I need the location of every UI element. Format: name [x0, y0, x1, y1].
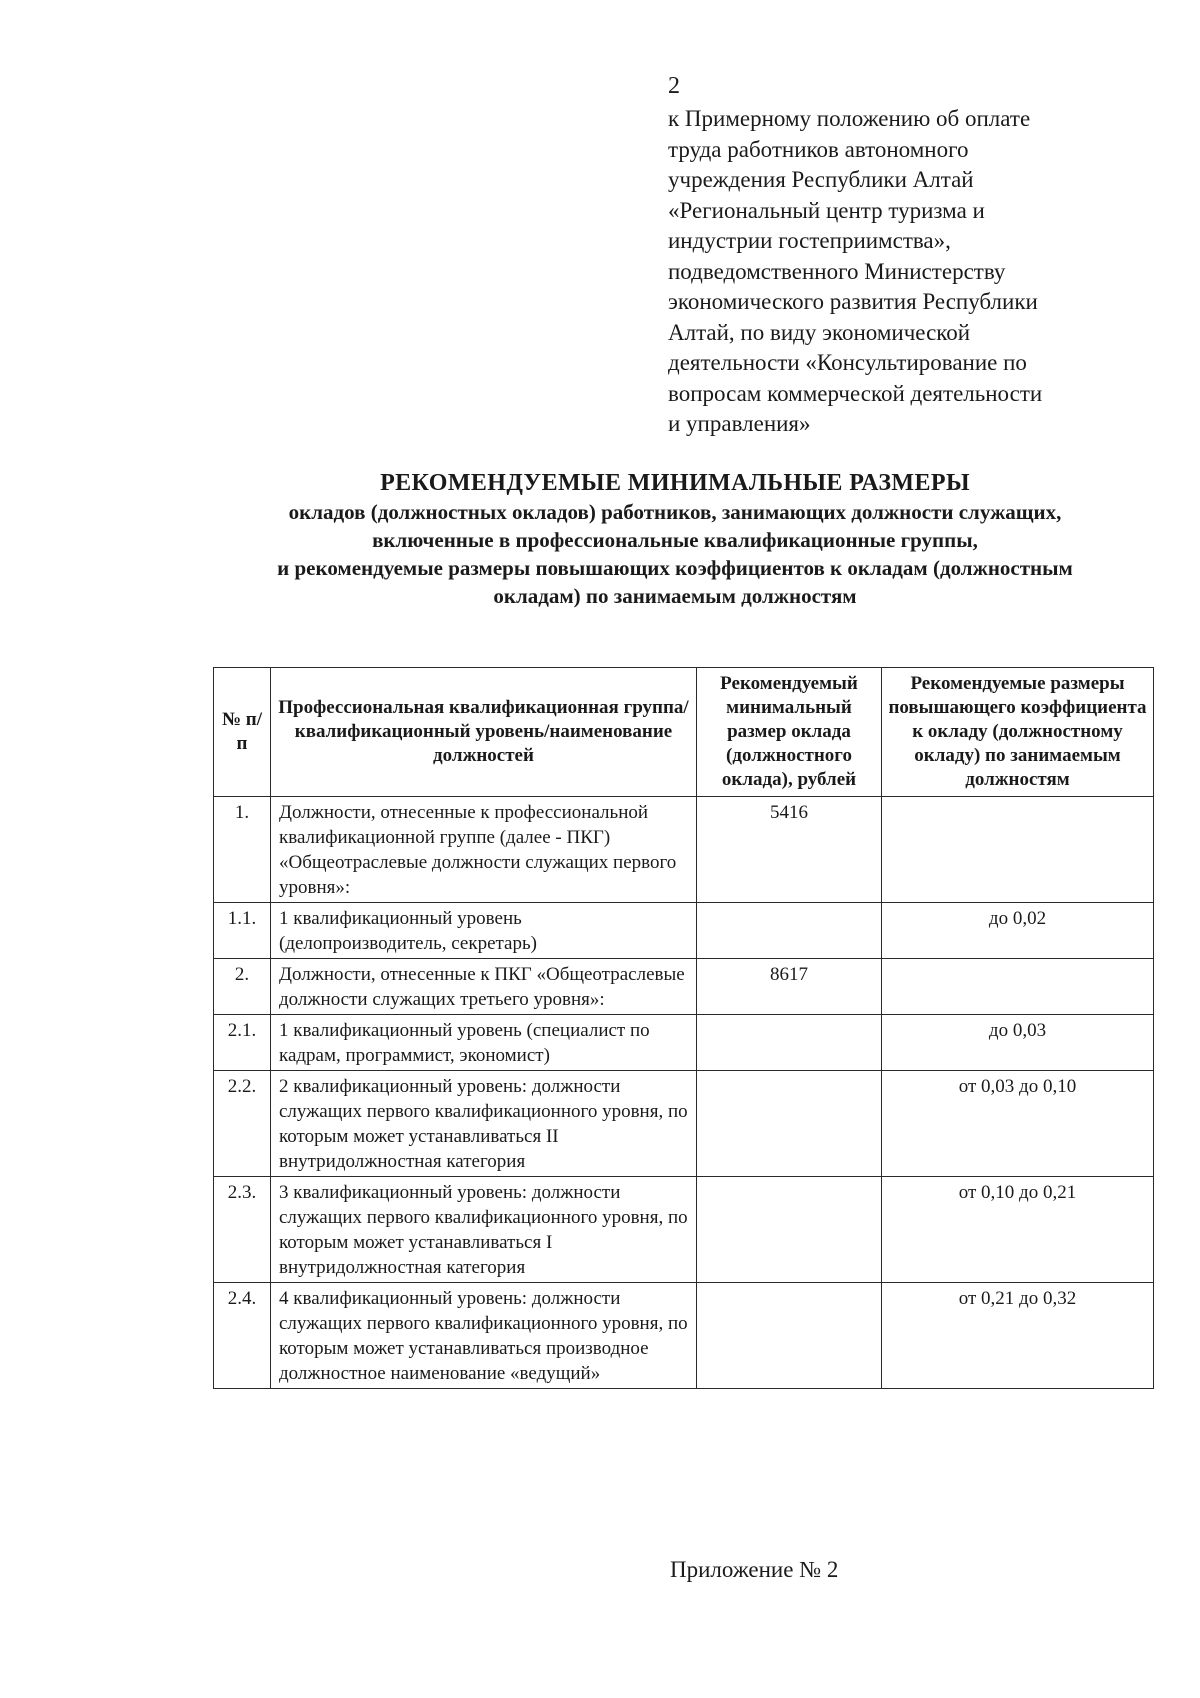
row-name: 4 квалификационный уровень: должности служащих первого квалификационного уровня, по которым может устанавливаться производное должностное наименование «ведущий» — [271, 1283, 697, 1389]
header-line: к Примерному положению об оплате — [668, 106, 1031, 131]
header-line: индустрии гостеприимства», — [668, 228, 951, 253]
row-name: 2 квалификационный уровень: должности служащих первого квалификационного уровня, по которым может устанавливаться II внутридолжностная категория — [271, 1071, 697, 1177]
row-name: 3 квалификационный уровень: должности служащих первого квалификационного уровня, по которым может устанавливаться I внутридолжностная категория — [271, 1177, 697, 1283]
row-coefficient — [882, 959, 1154, 1015]
document-title: РЕКОМЕНДУЕМЫЕ МИНИМАЛЬНЫЕ РАЗМЕРЫ — [380, 470, 970, 496]
header-salary: Рекомендуемый минимальный размер оклада (должностного оклада), рублей — [697, 668, 882, 797]
table-row — [214, 1071, 1154, 1177]
appendix-header — [668, 104, 1138, 440]
row-name: Должности, отнесенные к профессиональной квалификационной группе (далее - ПКГ) «Общеотраслевые должности служащих первого уровня»: — [271, 797, 697, 903]
header-line: экономического развития Республики — [668, 289, 1038, 314]
table-row — [214, 903, 1154, 959]
page-number: 2 — [668, 73, 680, 99]
table-row — [214, 797, 1154, 903]
header-line: и управления» — [668, 411, 811, 436]
header-coefficient: Рекомендуемые размеры повышающего коэффициента к окладу (должностному окладу) по занимаемым должностям — [882, 668, 1154, 797]
table-row — [214, 959, 1154, 1015]
row-salary: 8617 — [697, 959, 882, 1015]
document-subtitle-line: и рекомендуемые размеры повышающих коэффициентов к окладам (должностным — [277, 556, 1073, 580]
table-header-row — [214, 668, 1154, 797]
table-row — [214, 1177, 1154, 1283]
row-num: 2. — [214, 959, 271, 1015]
row-coefficient: от 0,21 до 0,32 — [882, 1283, 1154, 1389]
row-num: 2.4. — [214, 1283, 271, 1389]
row-salary — [697, 903, 882, 959]
row-salary — [697, 1071, 882, 1177]
row-salary — [697, 1177, 882, 1283]
table-row — [214, 1015, 1154, 1071]
row-name: Должности, отнесенные к ПКГ «Общеотраслевые должности служащих третьего уровня»: — [271, 959, 697, 1015]
row-coefficient: до 0,03 — [882, 1015, 1154, 1071]
row-coefficient — [882, 797, 1154, 903]
row-num: 1. — [214, 797, 271, 903]
row-num: 2.3. — [214, 1177, 271, 1283]
header-line: Алтай, по виду экономической — [668, 319, 971, 345]
row-name: 1 квалификационный уровень (делопроизводитель, секретарь) — [271, 903, 697, 959]
row-name: 1 квалификационный уровень (специалист по кадрам, программист, экономист) — [271, 1015, 697, 1071]
salary-table — [213, 667, 1154, 1389]
header-line: подведомственного Министерству — [668, 258, 1006, 284]
header-line: деятельности «Консультирование по — [668, 350, 1027, 375]
row-num: 1.1. — [214, 903, 271, 959]
header-num: № п/п — [214, 668, 271, 797]
appendix-label: Приложение № 2 — [670, 1557, 839, 1582]
row-coefficient: от 0,03 до 0,10 — [882, 1071, 1154, 1177]
row-coefficient: до 0,02 — [882, 903, 1154, 959]
header-line: учреждения Республики Алтай — [668, 167, 974, 192]
document-subtitle-line: окладам) по занимаемым должностям — [493, 584, 857, 608]
header-line: вопросам коммерческой деятельности — [668, 380, 1043, 406]
row-salary: 5416 — [697, 797, 882, 903]
row-salary — [697, 1015, 882, 1071]
document-subtitle-line: окладов (должностных окладов) работников, занимающих должности служащих, — [288, 500, 1062, 524]
row-num: 2.2. — [214, 1071, 271, 1177]
header-name: Профессиональная квалификационная группа/квалификационный уровень/наименование должностей — [271, 668, 697, 797]
row-salary — [697, 1283, 882, 1389]
table-row — [214, 1283, 1154, 1389]
row-num: 2.1. — [214, 1015, 271, 1071]
row-coefficient: от 0,10 до 0,21 — [882, 1177, 1154, 1283]
document-subtitle-line: включенные в профессиональные квалификационные группы, — [372, 528, 978, 552]
header-line: «Региональный центр туризма и — [668, 197, 985, 223]
header-line: труда работников автономного — [668, 136, 969, 162]
document-title-block — [120, 468, 1200, 610]
